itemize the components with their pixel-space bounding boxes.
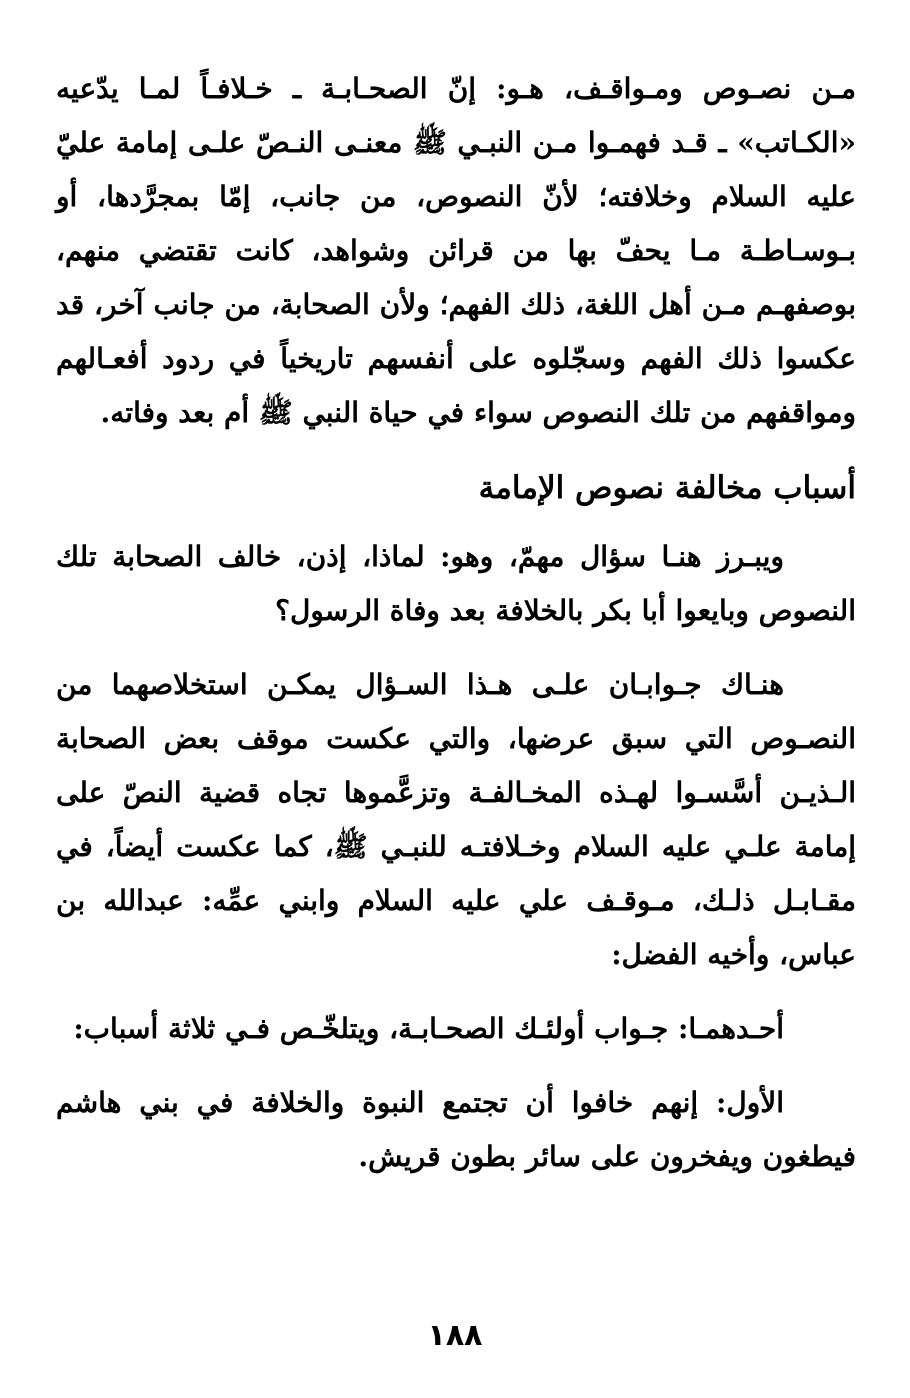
body-paragraph [56,1076,856,1184]
paragraph-text: إنهم خافوا أن تجتمع النبوة والخلافة في بني هاشم فيطغون ويفخرون على سائر بطون قريش. [56,1086,856,1173]
page-body [56,62,856,1184]
body-paragraph: ويبـرز هنـا سؤال مهمّ، وهو: لماذا، إذن، خالف الصحابة تلك النصوص وبايعوا أبا بكر بالخلافة بعد وفاة الرسول؟ [56,540,856,627]
page-number: ١٨٨ [427,1318,483,1353]
body-paragraph: أحـدهمـا: جـواب أولئـك الصحـابـة، ويتلخّـص فـي ثلاثة أسباب: [73,1012,784,1045]
paragraph-lead-word: الأول: [716,1086,784,1119]
body-paragraph: مـن نصـوص ومـواقـف، هـو: إنّ الصحـابـة ـ خـلافـاً لمـا يدّعيه «الكـاتب» ـ قـد فهمـوا مـن النبـي ﷺ معنـى النـصّ علـى إمامة عليّ عليه السلام وخلافته؛ لأنّ النصوص، من جانب، إمّا بمجرَّدها، أو بـوسـاطـة مـا يحفّ بها من قرائن وشواهد، كانت تقتضي منهم، بوصفهـم مـن أهل اللغة، ذلك الفهم؛ ولأن الصحابة، من جانب آخر، قد عكسوا ذلك الفهم وسجّلوه على أنفسهم تاريخياً في ردود أفعـالهم ومواقفهم من تلك النصوص سواء في حياة النبي ﷺ أم بعد وفاته. [56,72,856,429]
section-heading: أسباب مخالفة نصوص الإمامة [478,470,856,506]
body-paragraph: هنـاك جـوابـان علـى هـذا السـؤال يمكـن استخلاصهما من النصـوص التي سبق عرضها، والتي عكست موقف بعض الصحابة الـذيـن أسَّسـوا لهـذه المخـالفـة وتزعَّموها تجاه قضية النصّ على إمامة علـي عليه السلام وخـلافتـه للنبـي ﷺ، كما عكست أيضاً، في مقـابـل ذلـك، مـوقـف علي عليه السلام وابني عمِّه: عبدالله بن عباس، وأخيه الفضل: [56,668,856,971]
